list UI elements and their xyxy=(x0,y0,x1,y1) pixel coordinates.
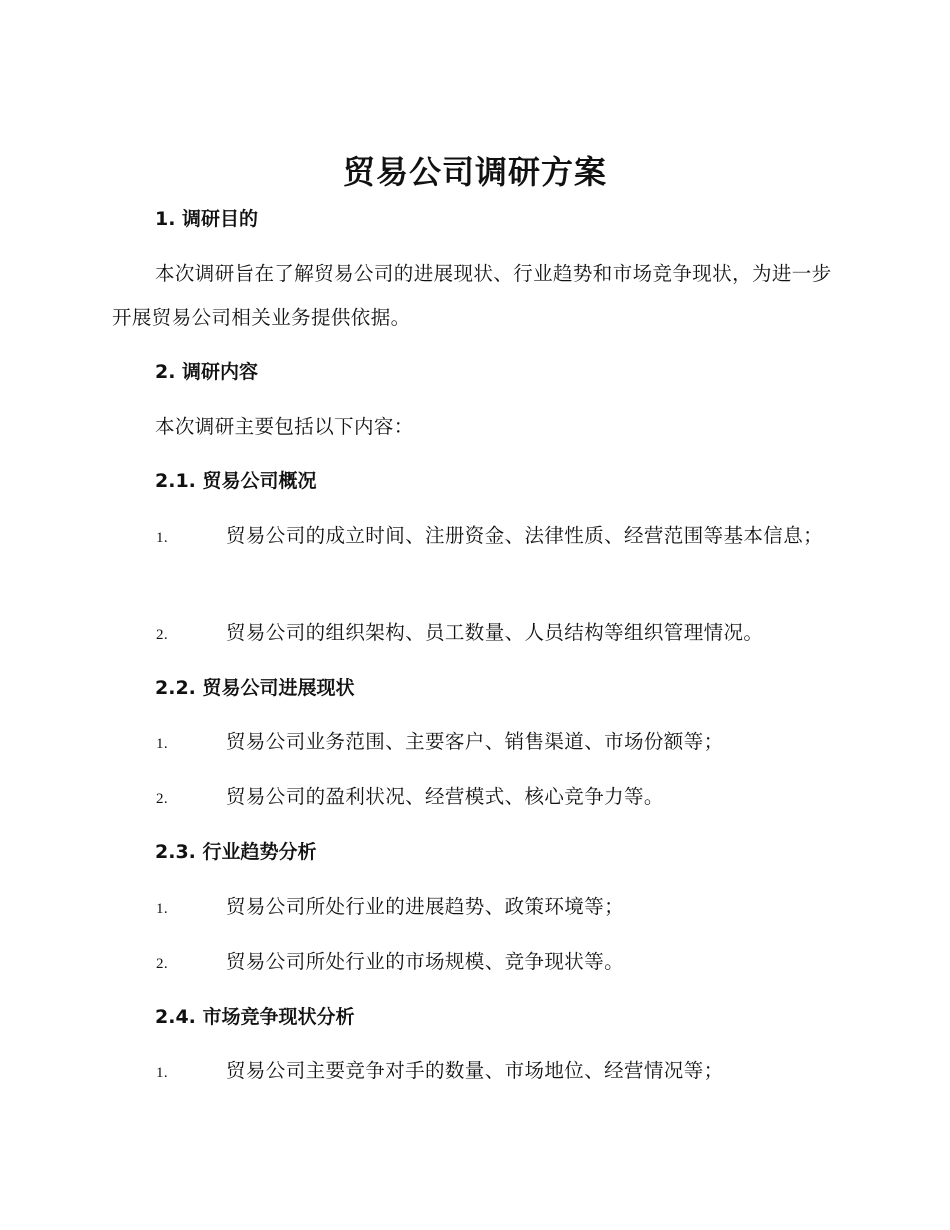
list-item-number: 1. xyxy=(156,530,169,546)
section-heading: 2. 调研内容 xyxy=(155,361,259,383)
list-item-text: 贸易公司的组织架构、员工数量、人员结构等组织管理情况。 xyxy=(226,621,764,644)
section-heading: 1. 调研目的 xyxy=(155,208,259,230)
section-paragraph: 本次调研旨在了解贸易公司的进展现状、行业趋势和市场竞争现状，为进一步开展贸易公司相关业务提供依据。 xyxy=(112,262,832,329)
list-item-text: 贸易公司主要竞争对手的数量、市场地位、经营情况等； xyxy=(226,1059,724,1082)
list-item-number: 2. xyxy=(156,791,169,807)
list-item-number: 2. xyxy=(156,956,169,972)
list-item xyxy=(112,1049,832,1095)
list-item-number: 2. xyxy=(156,627,169,643)
list-item-number: 1. xyxy=(156,901,169,917)
list-item xyxy=(112,940,832,986)
list-item xyxy=(112,514,832,560)
list-item xyxy=(112,885,832,931)
list-item-text: 贸易公司的成立时间、注册资金、法律性质、经营范围等基本信息； xyxy=(226,524,824,547)
subsection-heading: 2.2. 贸易公司进展现状 xyxy=(155,677,355,699)
subsection-heading: 2.1. 贸易公司概况 xyxy=(155,470,317,492)
list-item-number: 1. xyxy=(156,1065,169,1081)
subsection-heading: 2.4. 市场竞争现状分析 xyxy=(155,1006,355,1028)
document-title: 贸易公司调研方案 xyxy=(342,153,607,191)
list-item xyxy=(112,775,832,821)
section-intro: 本次调研主要包括以下内容： xyxy=(155,415,414,438)
list-item-text: 贸易公司所处行业的进展趋势、政策环境等； xyxy=(226,895,625,918)
subsection-heading: 2.3. 行业趋势分析 xyxy=(155,841,317,863)
list-item-text: 贸易公司业务范围、主要客户、销售渠道、市场份额等； xyxy=(226,730,724,753)
list-item-text: 贸易公司的盈利状况、经营模式、核心竞争力等。 xyxy=(226,785,664,808)
list-item xyxy=(112,611,832,657)
list-item-text: 贸易公司所处行业的市场规模、竞争现状等。 xyxy=(226,950,625,973)
list-item xyxy=(112,720,832,766)
list-item-number: 1. xyxy=(156,736,169,752)
